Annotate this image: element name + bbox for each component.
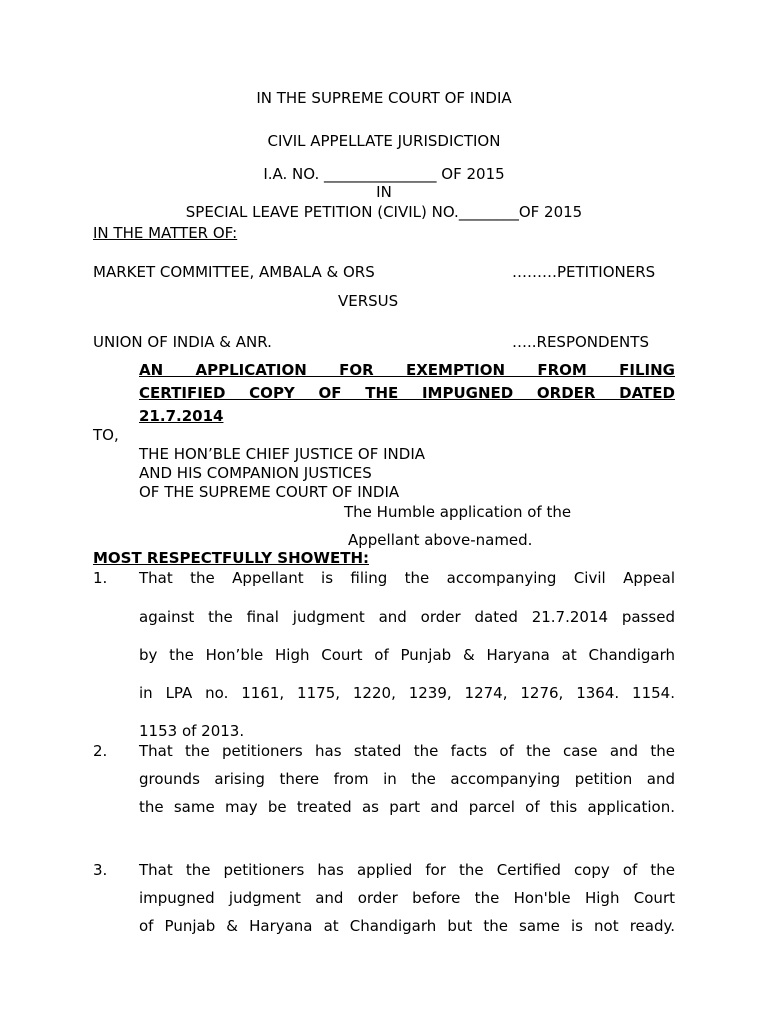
address-line-3: OF THE SUPREME COURT OF INDIA: [139, 483, 400, 501]
paragraph-2-line-1: That the petitioners has stated the facts of the case and the: [139, 742, 675, 760]
respondent-role: …..RESPONDENTS: [512, 333, 649, 351]
paragraph-3-number: 3.: [93, 861, 108, 879]
paragraph-2-number: 2.: [93, 742, 108, 760]
paragraph-1-line-2: against the final judgment and order dated 21.7.2014 passed: [139, 608, 675, 626]
paragraph-3-line-3: of Punjab & Haryana at Chandigarh but the same is not ready.: [139, 917, 675, 935]
address-line-2: AND HIS COMPANION JUSTICES: [139, 464, 372, 482]
paragraph-3-line-2: impugned judgment and order before the Hon'ble High Court: [139, 889, 675, 907]
application-title-line-3: 21.7.2014: [139, 407, 224, 425]
versus-label: VERSUS: [338, 292, 399, 310]
paragraph-1-number: 1.: [93, 569, 108, 587]
humble-line-1: The Humble application of the: [344, 503, 572, 521]
petitioner-role: ………PETITIONERS: [512, 263, 656, 281]
paragraph-1-line-1: That the Appellant is filing the accompanying Civil Appeal: [139, 569, 675, 587]
ia-number-line: I.A. NO. _______________ OF 2015: [263, 165, 505, 183]
petitioner-name: MARKET COMMITTEE, AMBALA & ORS: [93, 263, 375, 281]
address-to: TO,: [93, 426, 119, 444]
in-connector: IN: [376, 183, 392, 201]
paragraph-1-line-3: by the Hon’ble High Court of Punjab & Haryana at Chandigarh: [139, 646, 675, 664]
humble-line-2: Appellant above-named.: [348, 531, 533, 549]
paragraph-2-line-2: grounds arising there from in the accompanying petition and: [139, 770, 675, 788]
paragraph-2-line-3: the same may be treated as part and parcel of this application.: [139, 798, 675, 816]
paragraph-1-line-4: in LPA no. 1161, 1175, 1220, 1239, 1274, 1276, 1364. 1154.: [139, 684, 675, 702]
address-line-1: THE HON’BLE CHIEF JUSTICE OF INDIA: [139, 445, 426, 463]
court-title: IN THE SUPREME COURT OF INDIA: [256, 89, 512, 107]
application-title-line-1: AN APPLICATION FOR EXEMPTION FROM FILING: [139, 361, 675, 379]
paragraph-1-line-5: 1153 of 2013.: [139, 722, 245, 740]
matter-label: IN THE MATTER OF:: [93, 224, 238, 242]
slp-number-line: SPECIAL LEAVE PETITION (CIVIL) NO.________OF 2015: [185, 203, 583, 221]
showeth-heading: MOST RESPECTFULLY SHOWETH:: [93, 549, 369, 567]
paragraph-3-line-1: That the petitioners has applied for the Certified copy of the: [139, 861, 675, 879]
respondent-name: UNION OF INDIA & ANR.: [93, 333, 272, 351]
jurisdiction-title: CIVIL APPELLATE JURISDICTION: [267, 132, 501, 150]
application-title-line-2: CERTIFIED COPY OF THE IMPUGNED ORDER DATED: [139, 384, 675, 402]
